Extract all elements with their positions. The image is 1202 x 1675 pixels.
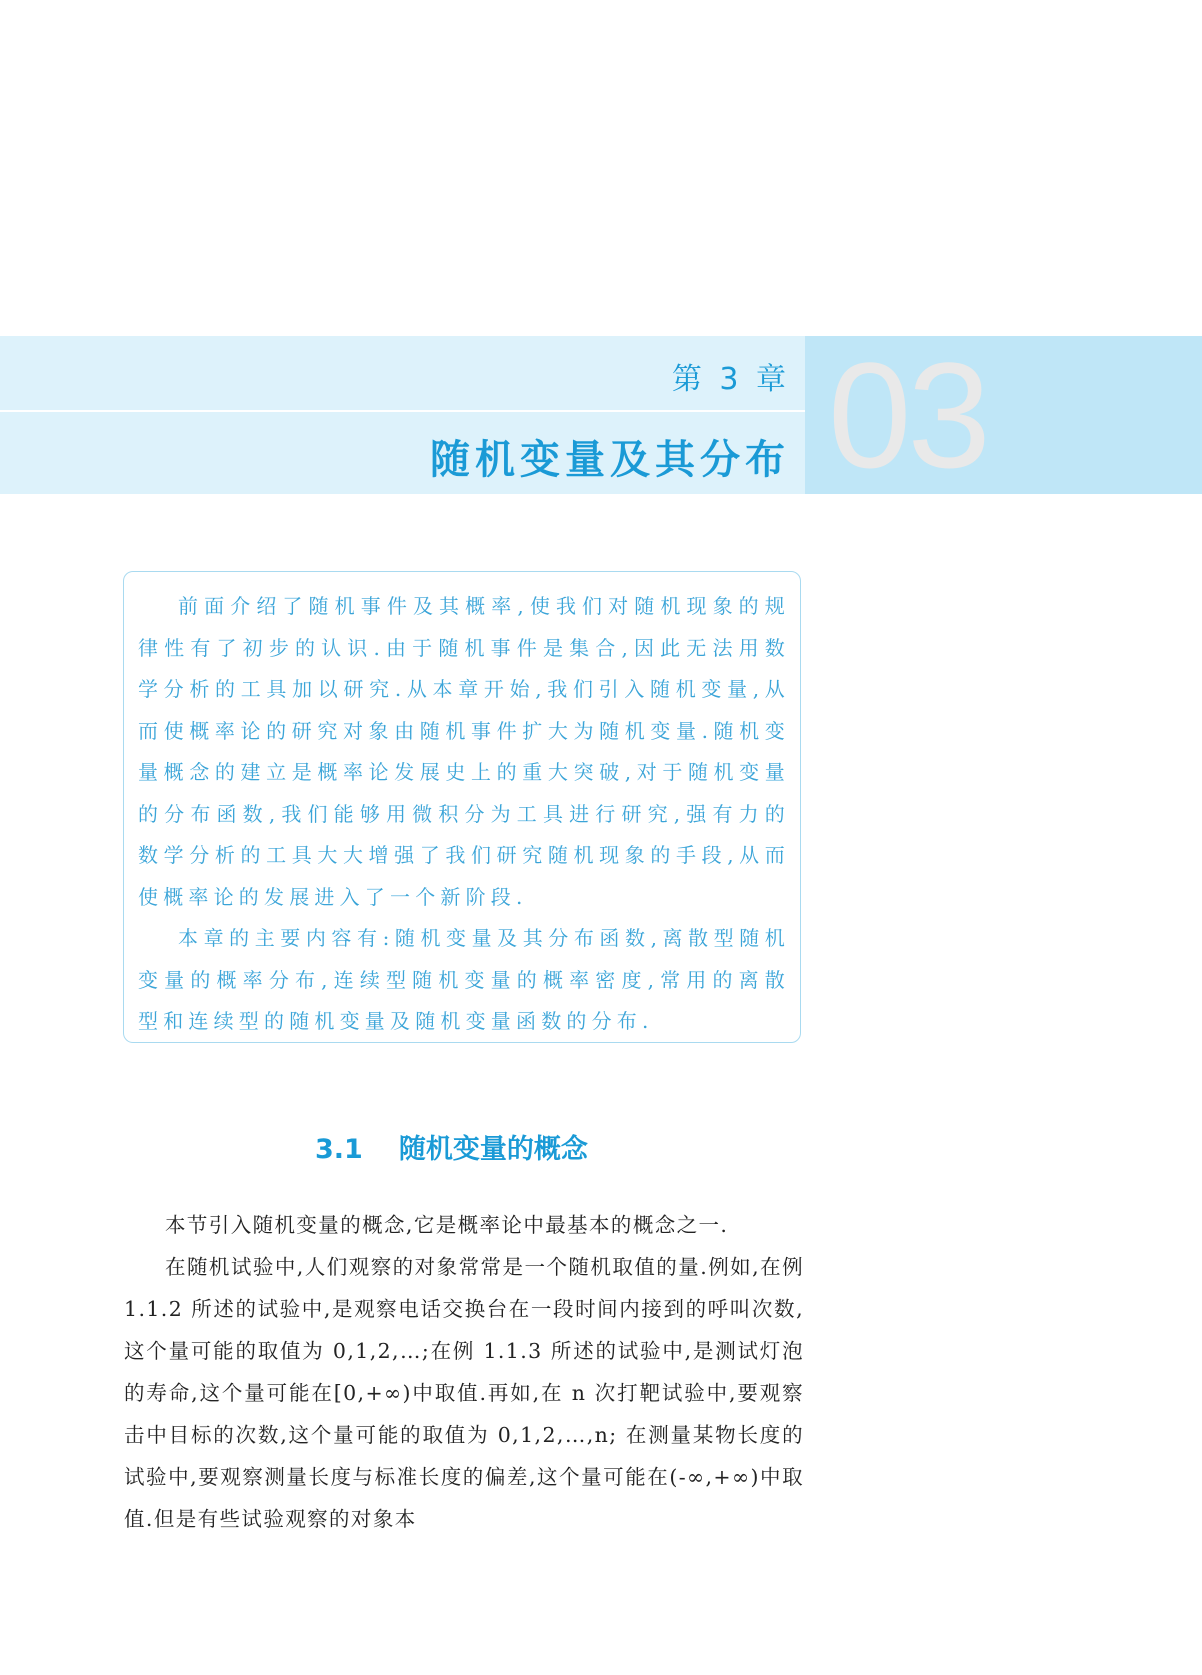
section-number: 3.1 (315, 1134, 363, 1165)
chapter-label: 第 3 章 (671, 362, 790, 397)
section-title: 随机变量的概念 (398, 1134, 588, 1165)
section-body (124, 1204, 804, 1540)
chapter-title: 随机变量及其分布 (430, 437, 790, 483)
body-paragraph: 本节引入随机变量的概念,它是概率论中最基本的概念之一. (165, 1213, 729, 1237)
chapter-number: 03 (828, 331, 987, 499)
intro-paragraph: 前面介绍了随机事件及其概率,使我们对随机现象的规律性有了初步的认识.由于随机事件是集合,因此无法用数学分析的工具加以研究.从本章开始,我们引入随机变量,从而使概率论的研究对象由随机事件扩大为随机变量.随机变量概念的建立是概率论发展史上的重大突破,对于随机变量的分布函数,我们能够用微积分为工具进行研究,强有力的数学分析的工具大大增强了我们研究随机现象的手段,从而使概率论的发展进入了一个新阶段. (138, 594, 790, 909)
intro-paragraph: 本章的主要内容有:随机变量及其分布函数,离散型随机变量的概率分布,连续型随机变量的概率密度,常用的离散型和连续型的随机变量及随机变量函数的分布. (138, 926, 790, 1033)
chapter-intro-box (123, 571, 801, 1043)
section-heading (315, 1127, 588, 1166)
body-paragraph: 在随机试验中,人们观察的对象常常是一个随机取值的量.例如,在例 1.1.2 所述的试验中,是观察电话交换台在一段时间内接到的呼叫次数,这个量可能的取值为 0,1,2,…;在例 1.1.3 所述的试验中,是测试灯泡的寿命,这个量可能在[0,+∞)中取值.再如,在 n 次打靶试验中,要观察击中目标的次数,这个量可能的取值为 0,1,2,…,n; 在测量某物长度的试验中,要观察测量长度与标准长度的偏差,这个量可能在(-∞,+∞)中取值.但是有些试验观察的对象本 (124, 1255, 804, 1531)
chapter-header-divider (0, 410, 805, 412)
